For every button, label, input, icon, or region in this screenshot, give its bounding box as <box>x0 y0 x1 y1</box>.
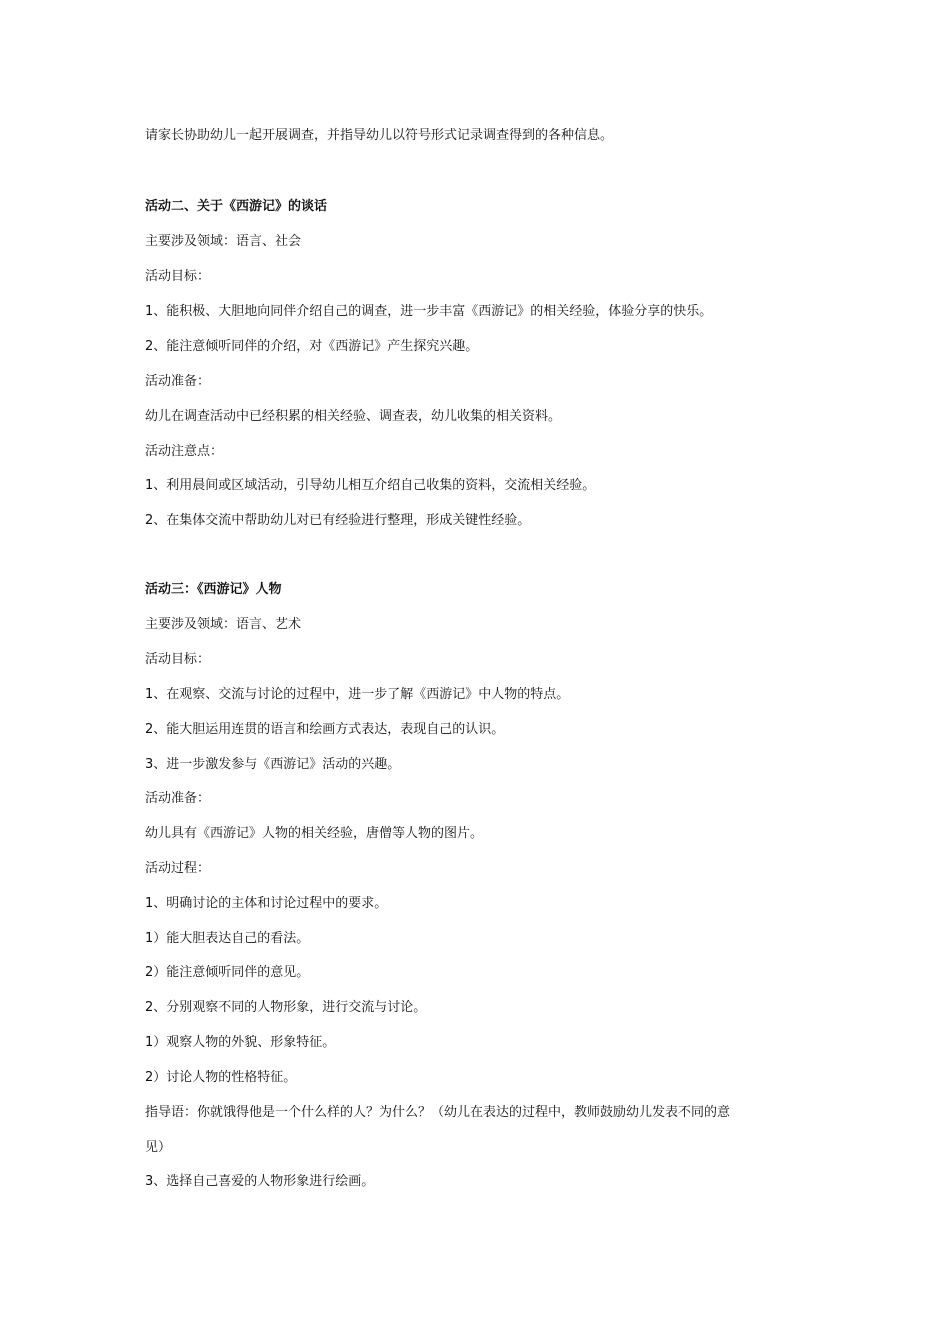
activity3-prep-text: 幼儿具有《西游记》人物的相关经验，唐僧等人物的图片。 <box>145 826 484 841</box>
activity2-note-item: 1、利用晨间或区域活动，引导幼儿相互介绍自己收集的资料，交流相关经验。 <box>145 478 596 493</box>
activity3-process-item: 3、选择自己喜爱的人物形象进行绘画。 <box>145 1174 375 1189</box>
activity3-process-item: 2）讨论人物的性格特征。 <box>145 1070 297 1085</box>
activity3-guide-text: 指导语：你就饿得他是一个什么样的人？为什么？（幼儿在表达的过程中，教师鼓励幼儿发表不同的意 <box>145 1105 731 1120</box>
activity3-title: 活动三：《西游记》人物 <box>145 582 282 597</box>
activity2-domain: 主要涉及领域：语言、社会 <box>145 234 302 249</box>
activity3-process-item: 2、分别观察不同的人物形象，进行交流与讨论。 <box>145 1000 427 1015</box>
activity3-goal-item: 1、在观察、交流与讨论的过程中，进一步了解《西游记》中人物的特点。 <box>145 687 570 702</box>
activity3-process-item: 2）能注意倾听同伴的意见。 <box>145 965 310 980</box>
activity2-notes-label: 活动注意点： <box>145 444 224 459</box>
activity3-goal-item: 2、能大胆运用连贯的语言和绘画方式表达，表现自己的认识。 <box>145 722 505 737</box>
activity2-goal-item: 1、能积极、大胆地向同伴介绍自己的调查，进一步丰富《西游记》的相关经验，体验分享的快乐。 <box>145 304 713 319</box>
activity2-prep-text: 幼儿在调查活动中已经积累的相关经验、调查表，幼儿收集的相关资料。 <box>145 409 562 424</box>
activity2-goals-label: 活动目标： <box>145 269 211 284</box>
activity2-note-item: 2、在集体交流中帮助幼儿对已有经验进行整理，形成关键性经验。 <box>145 513 531 528</box>
activity3-prep-label: 活动准备： <box>145 791 211 806</box>
activity3-process-label: 活动过程： <box>145 861 211 876</box>
activity2-title: 活动二、关于《西游记》的谈话 <box>145 199 328 214</box>
activity2-goal-item: 2、能注意倾听同伴的介绍，对《西游记》产生探究兴趣。 <box>145 339 479 354</box>
activity3-guide-text-cont: 见） <box>145 1140 172 1155</box>
activity3-process-item: 1、明确讨论的主体和讨论过程中的要求。 <box>145 896 388 911</box>
activity3-goal-item: 3、进一步激发参与《西游记》活动的兴趣。 <box>145 757 401 772</box>
intro-paragraph: 请家长协助幼儿一起开展调查，并指导幼儿以符号形式记录调查得到的各种信息。 <box>145 128 614 143</box>
activity2-prep-label: 活动准备： <box>145 374 211 389</box>
activity3-process-item: 1）观察人物的外貌、形象特征。 <box>145 1035 336 1050</box>
activity3-goals-label: 活动目标： <box>145 652 211 667</box>
activity3-process-item: 1）能大胆表达自己的看法。 <box>145 931 310 946</box>
activity3-domain: 主要涉及领域：语言、艺术 <box>145 617 302 632</box>
